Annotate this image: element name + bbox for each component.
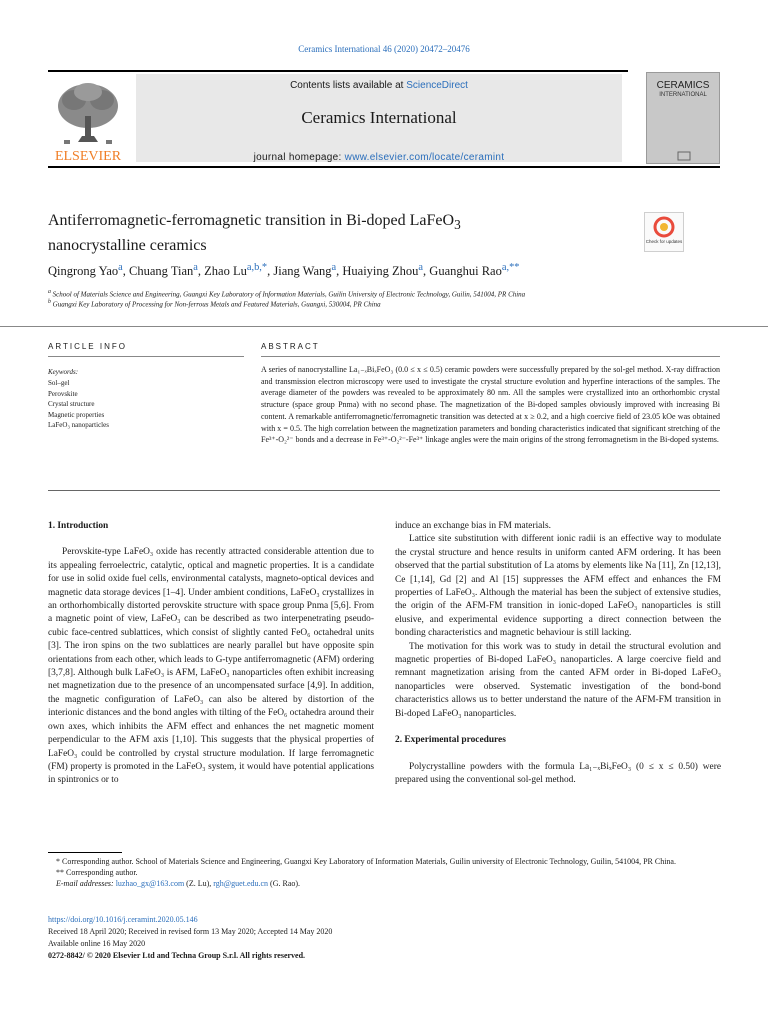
copyright: 0272-8842/ © 2020 Elsevier Ltd and Techna Group S.r.l. All rights reserved. xyxy=(48,951,306,960)
available-online: Available online 16 May 2020 xyxy=(48,939,146,948)
elsevier-wordmark: ELSEVIER xyxy=(54,149,122,164)
paper-title xyxy=(48,210,608,256)
email-label: E-mail addresses: xyxy=(56,879,116,888)
body-column-right xyxy=(395,520,721,787)
keywords-list xyxy=(48,378,244,431)
cover-subtitle: INTERNATIONAL xyxy=(659,92,707,98)
author[interactable]: Zhao Lu xyxy=(204,264,247,279)
abstract-text: A series of nanocrystalline La₁₋ₓBiₓFeO₃ (0.0 ≤ x ≤ 0.5) ceramic powders were successfully prepared by the sol-gel method. X-ray diffraction and transmission electron microscopy were used to investigate the crystal structure evolution and hyperfine interactions of the samples. The average diameter of the powders was revealed to be approximately 80 nm. All the samples were crystallized into an orthorhombic crystal structure (space group Pnma) with no second phase. The magnetization of the Bi-doped samples obviously improved with increasing Bi content. A remarkable antiferromagnetic/ferromagnetic transition was detected at x ≥ 0.2, and a high coercive field of 23.05 kOe was obtained with x = 0.5. The high correlation between the magnetization parameters and bonding characteristics indicated that significant stretching of the Fe³⁺-O₂²⁻ bonds and a decrease in Fe³⁺-O₂²⁻-Fe³⁺ linkage angles were the main origins of the strong ferromagnetism in the Bi-doped systems. xyxy=(261,365,720,445)
check-updates-label: Check for updates xyxy=(645,239,683,244)
publication-info xyxy=(48,914,720,962)
section-heading-introduction: 1. Introduction xyxy=(48,521,109,531)
author-sup[interactable]: a xyxy=(331,262,337,273)
affiliation-mark: b xyxy=(48,299,51,305)
affiliation-mark: a xyxy=(48,289,51,295)
author[interactable]: Jiang Wang xyxy=(273,264,332,279)
info-rule xyxy=(0,326,768,327)
author[interactable]: Huaiying Zhou xyxy=(342,264,419,279)
keyword: Crystal structure xyxy=(48,400,95,408)
email-link[interactable]: luzhao_gx@163.com xyxy=(115,879,185,888)
doi-link[interactable]: https://doi.org/10.1016/j.ceramint.2020.05.146 xyxy=(48,915,198,924)
main-rule xyxy=(48,490,720,491)
keyword: Magnetic properties xyxy=(48,410,105,419)
keyword: Perovskite xyxy=(48,389,78,398)
affiliation-text: School of Materials Science and Engineering, Guangxi Key Laboratory of Information Materials, Guilin University of Electronic Technology, Guilin, 541004, PR China xyxy=(52,290,526,299)
keyword: LaFeO₃ nanoparticles xyxy=(48,421,109,429)
title-subscript: 3 xyxy=(454,217,461,233)
author[interactable]: Chuang Tian xyxy=(129,264,194,279)
affiliation-a xyxy=(48,289,728,298)
journal-reference[interactable]: Ceramics International 46 (2020) 20472–20476 xyxy=(298,44,470,54)
author-sup[interactable]: a,** xyxy=(501,262,520,273)
article-info-rule xyxy=(48,356,244,357)
sciencedirect-link[interactable]: ScienceDirect xyxy=(406,80,468,91)
abstract-rule xyxy=(261,356,720,357)
received-dates: Received 18 April 2020; Received in revised form 13 May 2020; Accepted 14 May 2020 xyxy=(48,927,333,936)
paragraph: Polycrystalline powders with the formula La₁₋ₓBiₓFeO₃ (0 ≤ x ≤ 0.50) were prepared using the conventional sol-gel method. xyxy=(395,761,721,785)
footnote-emails xyxy=(48,878,720,889)
author[interactable]: Guanghui Rao xyxy=(429,264,502,279)
check-for-updates-badge[interactable] xyxy=(644,212,684,252)
author-sup[interactable]: a xyxy=(418,262,424,273)
contents-line xyxy=(136,80,622,91)
abstract-heading: ABSTRACT xyxy=(261,342,320,351)
homepage-label: journal homepage: xyxy=(253,152,345,163)
author-list: Qingrong Yao$^a$, Chuang Tian$^a$, Zhao $Lu^{a,b,*}$, Jiang Wang$^a$, Huaiying Zhou$^a$, Guanghui Rao$^{a,**}$ xyxy=(48,262,520,279)
footnotes xyxy=(48,856,720,889)
elsevier-logo xyxy=(48,76,128,164)
body-column-left xyxy=(48,520,374,788)
footnote-corresponding-1: * Corresponding author. School of Materials Science and Engineering, Guangxi Key Laboratory of Information Materials, Guilin university of Electronic Technology, Guilin, 541004, PR China. xyxy=(56,857,676,866)
footnote-corresponding-2: ** Corresponding author. xyxy=(56,868,138,877)
section-heading-experimental: 2. Experimental procedures xyxy=(395,735,506,746)
title-line1: Antiferromagnetic-ferromagnetic transition in Bi-doped LaFeO xyxy=(48,212,455,229)
journal-cover[interactable] xyxy=(646,72,720,164)
cover-emblem-icon xyxy=(677,151,691,161)
journal-name: Ceramics International xyxy=(301,108,457,127)
header-rule-bottom xyxy=(48,166,720,168)
title-line2: nanocrystalline ceramics xyxy=(48,237,207,255)
article-info-heading: ARTICLE INFO xyxy=(48,342,127,351)
author[interactable]: Qingrong Yao xyxy=(48,264,119,279)
paragraph: Lattice site substitution with different ionic radii is an effective way to modulate the crystal structure and hence results in uniform canted AFM ordering. It has been observed that the partial substitution of La atoms by elements like Na [11], Zn [12,13], Ce [1,14], Gd [2] and Al [15] suppresses the AFM effect and enhances the FM properties of LaFeO₃. Although the material has been the subject of extensive studies, the origin of the AFM-FM transition in ionic-doped LaFeO₃ nanoparticles is still elusive, and experimental evidence supporting a direct connection between the bonding characteristics and magnetic behaviour is still lacking. xyxy=(395,534,721,639)
elsevier-tree-icon xyxy=(48,76,128,164)
email-owner: (G. Rao). xyxy=(268,879,301,888)
keyword: Sol–gel xyxy=(48,379,70,387)
footnote-rule xyxy=(48,852,122,853)
affiliation-b xyxy=(48,299,728,308)
author-sup[interactable]: a xyxy=(118,262,123,273)
homepage-line xyxy=(136,152,622,163)
affiliation-text: Guangxi Key Laboratory of Processing for Non-ferrous Metals and Featured Materials, Guangxi, 530004, PR China xyxy=(52,300,381,309)
email-owner: (Z. Lu), xyxy=(184,879,214,888)
cover-title: CERAMICS xyxy=(656,80,710,91)
email-link[interactable]: rgh@guet.edu.cn xyxy=(213,879,269,888)
homepage-link[interactable]: www.elsevier.com/locate/ceramint xyxy=(344,152,505,163)
paragraph: The motivation for this work was to study in detail the structural evolution and magnetic properties of Bi-doped LaFeO₃ nanoparticles. A large coercive field and remnant magnetization arising from the canted AFM order in Bi-doped LaFeO₃ nanoparticles were observed. Systematic investigation of the bond-bond characteristics allows us to better understand the nature of the AFM-FM transition in Bi-doped LaFeO₃ nanoparticles. xyxy=(395,641,721,719)
check-updates-icon xyxy=(644,212,684,252)
header-rule-top xyxy=(48,70,628,72)
author-sup[interactable]: a xyxy=(193,262,198,273)
paragraph: Perovskite-type LaFeO₃ oxide has recently attracted considerable attention due to its appealing ferroelectric, catalytic, optical and magnetic properties. It is a candidate for use in solid oxide fuel cells, environmental catalysts, magneto-optical devices and magnetic data storage devices [1–4]. Under ambient conditions, LaFeO₃ crystallizes in an orthorhombically distorted perovskite structure with space group Pnma [5,6]. From a magnetic point of view, LaFeO₃ can be described as two interpenetrating pseudo-cubic face-centred sublattices, which consist of slightly canted FeO₆ octahedral units [3]. The iron spins on the two sublattices are nearly parallel but have opposite spin orientations from each other, which leads to G-type antiferromagnetic (AFM) ordering [3,7,8]. Although bulk LaFeO₃ is AFM, LaFeO₃ nanoparticles often exhibit increasing net magnetization due to the presence of an uncompensated surface [4,9]. In addition, the magnetic configuration of LaFeO₃ can also be altered by distortion of the interionic distances and the bond angles with tilting of the FeO₆ octahedra around their own axes, which inhibits the AFM effect and enhances the net magnetic moment perpendicular to the AFM axis [1,10]. This suggests that the physical properties of LaFeO₃ could be controlled by crystal structure modulation. If large ferromagnetic (FM) property is promoted in the LaFeO₃ system, it would have potential applications in spintronics or to xyxy=(48,547,374,786)
keywords-label: Keywords: xyxy=(48,368,79,376)
contents-prefix: Contents lists available at xyxy=(290,80,407,91)
paragraph: induce an exchange bias in FM materials. xyxy=(395,521,551,531)
author-sup[interactable]: a,b,* xyxy=(246,262,268,273)
